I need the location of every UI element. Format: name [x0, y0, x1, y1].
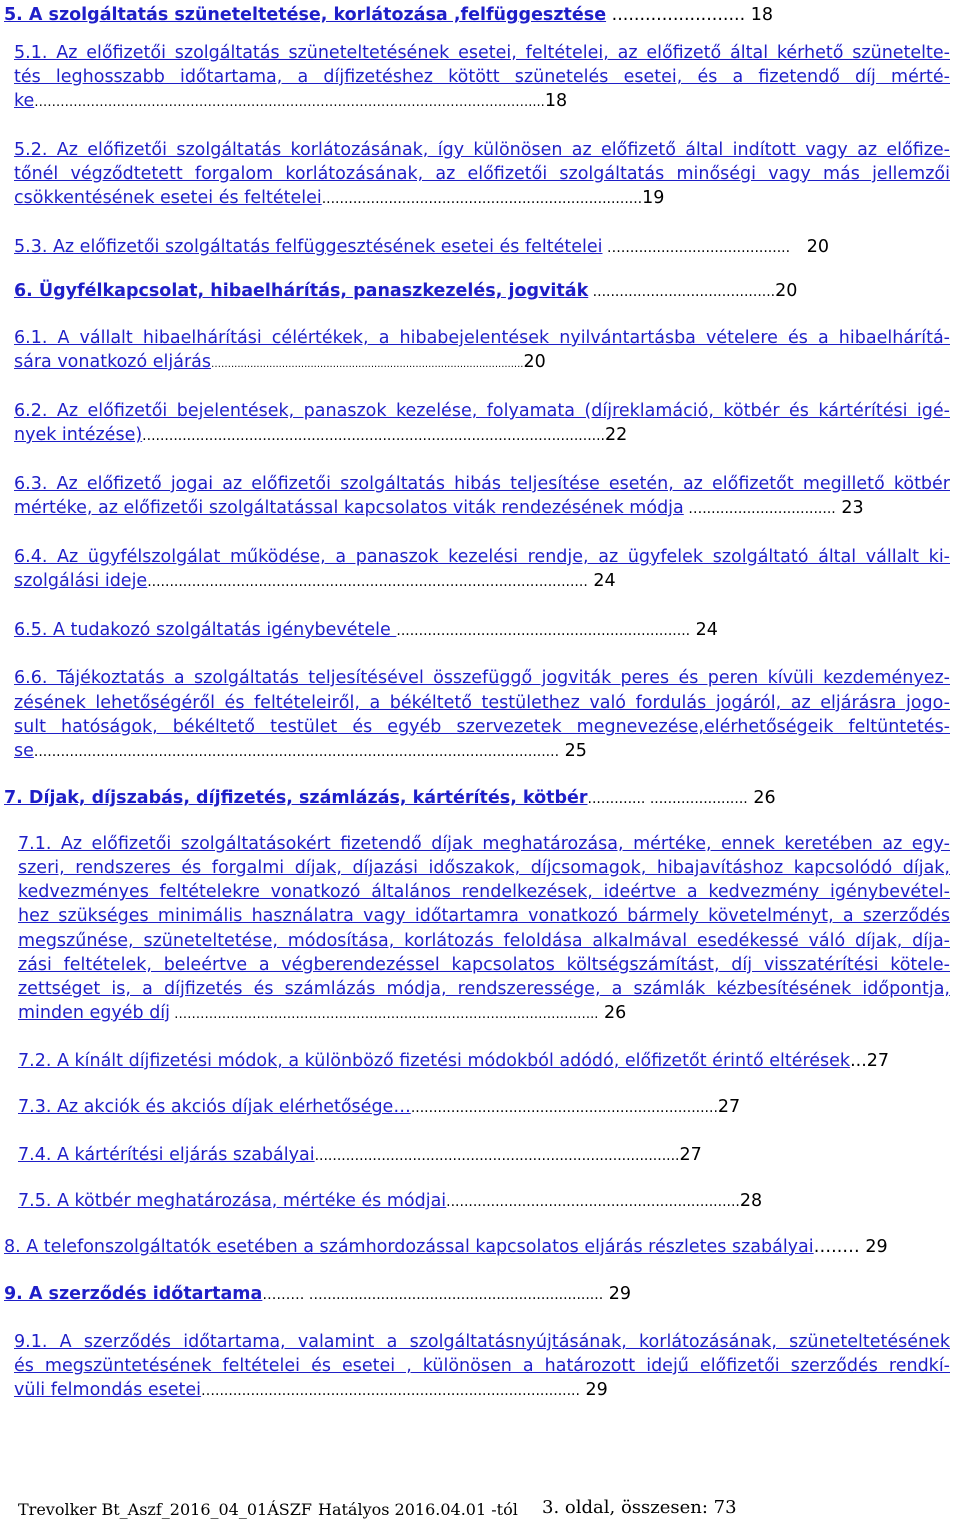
toc-page-number: 20 — [806, 237, 830, 257]
toc-entry-6-6-line-2[interactable] — [14, 692, 950, 714]
toc-dots: ..................................................................... — [410, 1100, 718, 1116]
toc-entry-7-1-line-1[interactable] — [18, 833, 950, 855]
toc-entry-6-4-line-2[interactable] — [14, 570, 616, 593]
toc-link[interactable]: sult hatóságok, békéltető testület és egyéb szervezetek megnevezése,elérhetőségeik feltüntetés- — [14, 717, 950, 737]
toc-dots: ......................................... — [588, 284, 776, 300]
toc-dots: …………………………………………………………………………………………………….... — [34, 95, 545, 110]
toc-link[interactable]: 5. A szolgáltatás szüneteltetése, korlátozása ,felfüggesztése — [4, 5, 607, 25]
toc-link[interactable]: kedvezményes feltételekre vonatkozó általános rendelkezések, ideértve a kedvezmény igénybevétel- — [18, 882, 950, 902]
toc-link[interactable]: 7.5. A kötbér meghatározása, mértéke és módjai — [18, 1191, 447, 1211]
toc-page-number: 20 — [775, 281, 798, 301]
toc-link[interactable]: tés leghosszabb időtartama, a díjfizetéshez kötött szünetelés esetei, és a fizetendő díj mérté- — [14, 67, 950, 87]
footer-doc-id: Trevolker Bt_Aszf_2016_04_01ÁSZF — [18, 1500, 312, 1519]
toc-entry-5-1-line-3[interactable] — [14, 90, 567, 114]
toc-page-number: 18 — [750, 5, 773, 25]
toc-link[interactable]: 6. Ügyfélkapcsolat, hibaelhárítás, panaszkezelés, jogviták — [14, 281, 589, 301]
toc-link[interactable]: tőnél végződtetett forgalom korlátozásának, az előfizetői szolgáltatás minőségi vagy más jellemzői — [14, 164, 950, 184]
toc-entry-8[interactable] — [4, 1236, 888, 1258]
toc-entry-6-6-line-4[interactable] — [14, 740, 587, 763]
toc-link[interactable]: 7. Díjak, díjszabás, díjfizetés, számlázás, kártérítés, kötbér — [4, 788, 588, 808]
toc-link[interactable]: minden egyéb díj — [18, 1003, 171, 1023]
toc-page-number: 27 — [679, 1145, 702, 1165]
toc-entry-9-1-line-3[interactable] — [14, 1379, 608, 1402]
toc-link[interactable]: 7.2. A kínált díjfizetési módok, a különböző fizetési módokból adódó, előfizetőt érintő eltérések — [18, 1051, 851, 1071]
toc-link[interactable]: nyek intézése) — [14, 425, 143, 445]
toc-page-number: 26 — [604, 1003, 627, 1023]
toc-dots: …………………………………………………………………………………….. — [170, 1007, 599, 1022]
toc-link[interactable]: vüli felmondás esetei — [14, 1380, 202, 1400]
toc-page-number: 27 — [866, 1051, 890, 1071]
toc-entry-7-1-line-7[interactable] — [18, 978, 950, 1000]
toc-entry-9[interactable] — [4, 1283, 631, 1306]
toc-link[interactable]: 7.1. Az előfizetői szolgáltatásokért fizetendő díjak meghatározása, mértéke, ennek keretében az egy- — [18, 834, 950, 854]
toc-entry-9-1-line-1[interactable] — [14, 1331, 950, 1353]
toc-dots: ... — [850, 1051, 867, 1071]
toc-page-number: 24 — [695, 620, 718, 640]
toc-entry-5-3[interactable] — [14, 236, 829, 259]
toc-link[interactable]: szolgálási ideje — [14, 571, 148, 591]
toc-entry-6-2-line-2[interactable] — [14, 424, 627, 447]
toc-link[interactable]: szeri, rendszeres és forgalmi díjak, díjazási időszakok, díjcsomagok, hibajavításhoz kapcsolódó díjak, — [18, 858, 950, 878]
toc-entry-5-1-line-2[interactable] — [14, 66, 950, 88]
toc-link[interactable]: ke — [14, 91, 35, 111]
toc-page-number: 28 — [739, 1191, 763, 1211]
toc-page-number: 25 — [564, 741, 587, 761]
toc-entry-6-6-line-1[interactable] — [14, 667, 950, 689]
toc-page-number: 27 — [717, 1097, 741, 1117]
toc-entry-5-2-line-3[interactable] — [14, 187, 664, 210]
toc-entry-7-1-line-5[interactable] — [18, 930, 950, 952]
toc-dots: .................................................................. — [396, 623, 691, 639]
toc-page-number: 23 — [841, 498, 864, 518]
toc-page-number: 20 — [523, 352, 546, 372]
toc-page-number: 18 — [544, 91, 568, 111]
toc-dots: ….............................. — [683, 501, 836, 517]
toc-link[interactable]: hez szükséges minimális használatra vagy időtartamra vonatkozó bármely követelményt, a szerződés — [18, 906, 950, 926]
toc-link[interactable]: 7.3. Az akciók és akciós díjak elérhetősége… — [18, 1097, 411, 1117]
toc-dots: ….................................................................................. — [201, 1383, 580, 1399]
toc-link[interactable]: 9. A szerződés időtartama — [4, 1284, 263, 1304]
toc-link[interactable]: zettséget is, a díjfizetés és számlázás módja, rendszeressége, a számlák kézbesítésének időpontja, — [18, 979, 950, 999]
toc-link[interactable]: és megszüntetésének feltételei és esetei , különösen a határozott idejű előfizetői szerződés rendkí- — [14, 1356, 950, 1376]
toc-dots: …...................................... — [602, 240, 791, 256]
toc-link[interactable]: zási feltételek, beleértve a végberendezéssel kapcsolatos költségszámítást, díj visszatérítési kötele- — [18, 955, 950, 975]
toc-dots: ........................................................................................................ — [142, 428, 605, 444]
toc-link[interactable]: 6.2. Az előfizetői bejelentések, panaszok kezelése, folyamata (díjreklamáció, kötbér és kártérítési igé- — [14, 401, 950, 421]
toc-link[interactable]: 8. A telefonszolgáltatók esetében a számhordozással kapcsolatos eljárás részletes szabályai — [4, 1237, 814, 1257]
toc-link[interactable]: 6.5. A tudakozó szolgáltatás igénybevétele — [14, 620, 397, 640]
toc-entry-7-2[interactable] — [18, 1050, 889, 1072]
toc-dots: .................................................................................. — [314, 1148, 680, 1164]
toc-entry-5-2-line-2[interactable] — [14, 163, 950, 185]
toc-link[interactable]: 9.1. A szerződés időtartama, valamint a szolgáltatásnyújtásának, korlátozásának, szüneteltetésének — [14, 1332, 950, 1352]
toc-link[interactable]: 6.3. Az előfizető jogai az előfizetői szolgáltatás hibás teljesítése esetén, az előfizetőt megillető kötbér — [14, 474, 950, 494]
toc-entry-5-2-line-1[interactable] — [14, 139, 950, 161]
toc-entry-6-3-line-2[interactable] — [14, 497, 864, 520]
toc-entry-7-1-line-4[interactable] — [18, 905, 950, 927]
toc-dots: ........................ — [606, 5, 751, 25]
toc-link[interactable]: 6.6. Tájékoztatás a szolgáltatás teljesítésével összefüggő jogviták peres és peren kívüli kezdeményez- — [14, 668, 950, 688]
toc-page-number: 29 — [585, 1380, 608, 1400]
toc-dots: ……… …............................................................... — [262, 1287, 604, 1303]
toc-entry-6[interactable] — [14, 280, 797, 303]
toc-entry-7-3[interactable] — [18, 1096, 740, 1119]
toc-dots: ................................................................................................... — [147, 574, 588, 590]
toc-dots: …..… — [813, 1237, 866, 1257]
toc-link[interactable]: zésének lehetőségéről és feltételeiről, a békéltető testülethez való fordulás jogáról, az eljárásra jogo- — [14, 693, 950, 713]
toc-dots: ……............................................................................................ — [211, 359, 524, 370]
toc-entry-7-1-line-2[interactable] — [18, 857, 950, 879]
toc-entry-7-1-line-3[interactable] — [18, 881, 950, 903]
toc-dots: ............. ...................... — [587, 791, 748, 807]
toc-link[interactable]: 7.4. A kártérítési eljárás szabályai — [18, 1145, 315, 1165]
toc-page-number: 29 — [608, 1284, 632, 1304]
toc-link[interactable]: 6.4. Az ügyfélszolgálat működése, a panaszok kezelési rendje, az ügyfelek szolgáltató által vállalt ki- — [14, 547, 950, 567]
toc-entry-6-4-line-1[interactable] — [14, 546, 950, 568]
toc-entry-7-5[interactable] — [18, 1190, 762, 1213]
toc-link[interactable]: 5.2. Az előfizetői szolgáltatás korlátozásának, így különösen az előfizető által indított vagy az előfize- — [14, 140, 950, 160]
toc-entry-6-5[interactable] — [14, 619, 718, 642]
toc-entry-7-1-line-8[interactable] — [18, 1002, 626, 1026]
toc-entry-7-1-line-6[interactable] — [18, 954, 950, 976]
toc-link[interactable]: 6.1. A vállalt hibaelhárítási célértékek, a hibabejelentések nyilvántartásba vételere és a hibaelhárítá- — [14, 328, 950, 348]
toc-entry-7-4[interactable] — [18, 1144, 702, 1167]
toc-link[interactable]: 5.3. Az előfizetői szolgáltatás felfüggesztésének esetei és feltételei — [14, 237, 603, 257]
footer-page-number: 3. oldal, összesen: 73 — [542, 1497, 737, 1518]
toc-page-number: 22 — [605, 425, 628, 445]
toc-entry-6-2-line-1[interactable] — [14, 400, 950, 422]
toc-link[interactable]: sára vonatkozó eljárás — [14, 352, 211, 372]
toc-link[interactable]: csökkentésének esetei és feltételei — [14, 188, 322, 208]
toc-entry-6-1-line-2[interactable] — [14, 351, 546, 376]
toc-link[interactable]: megszűnése, szüneteltetése, módosítása, korlátozás feloldása alkalmával esedékessé váló díjak, díja- — [18, 931, 950, 951]
toc-entry-6-6-line-3[interactable] — [14, 716, 950, 738]
toc-entry-6-3-line-1[interactable] — [14, 473, 950, 495]
toc-entry-7[interactable] — [4, 787, 776, 810]
toc-page-number: 29 — [865, 1237, 888, 1257]
footer-valid-from: Hatályos 2016.04.01 -tól — [318, 1500, 518, 1519]
toc-page-number: 24 — [593, 571, 616, 591]
toc-link[interactable]: mértéke, az előfizetői szolgáltatással kapcsolatos viták rendezésének módja — [14, 498, 684, 518]
toc-dots: ........................................................................ — [321, 191, 643, 207]
toc-dots: .................................................................. — [446, 1194, 740, 1210]
toc-page-number: 26 — [753, 788, 776, 808]
toc-page-number: 19 — [642, 188, 665, 208]
toc-link[interactable]: se — [14, 741, 34, 761]
toc-entry-5[interactable] — [4, 4, 773, 26]
toc-entry-9-1-line-2[interactable] — [14, 1355, 950, 1377]
toc-entry-6-1-line-1[interactable] — [14, 327, 950, 349]
toc-entry-5-1-line-1[interactable] — [14, 42, 950, 64]
toc-link[interactable]: 5.1. Az előfizetői szolgáltatás szüneteltetésének esetei, feltételei, az előfizető által kérhető szünetelte- — [14, 43, 950, 63]
toc-dots: ...................................................................................................................... — [33, 744, 560, 760]
